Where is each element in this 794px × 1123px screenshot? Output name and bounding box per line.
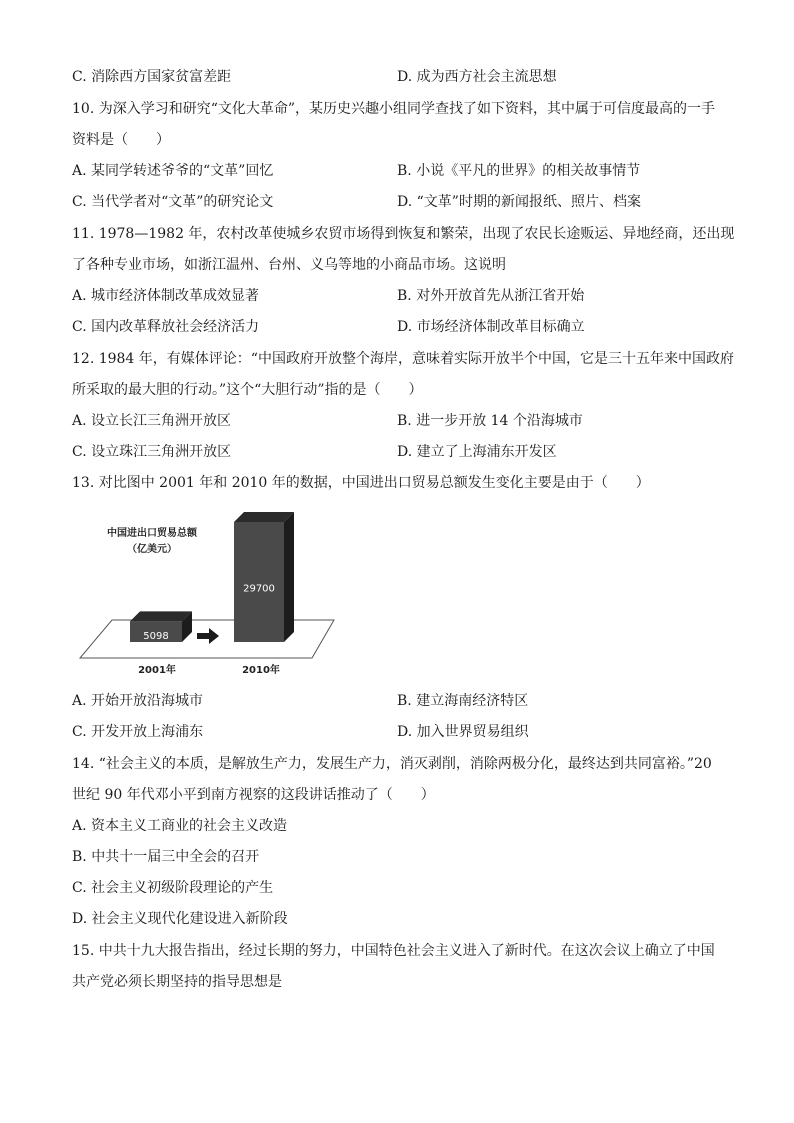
q14-option-a: A. 资本主义工商业的社会主义改造 bbox=[72, 818, 288, 834]
q14-option-d: D. 社会主义现代化建设进入新阶段 bbox=[72, 911, 288, 927]
q12-stem-line2: 所采取的最大胆的行动。”这个“大胆行动”指的是（ ） bbox=[72, 382, 423, 398]
q14-option-c: C. 社会主义初级阶段理论的产生 bbox=[72, 880, 274, 896]
chart-subtitle: （亿美元） bbox=[127, 544, 177, 555]
q10-stem-line1: 10. 为深入学习和研究“文化大革命”，某历史兴趣小组同学查找了如下资料，其中属于可信度最高的一手 bbox=[72, 101, 716, 117]
bar-data-label-1: 29700 bbox=[243, 583, 275, 595]
bar-side-1 bbox=[284, 512, 294, 642]
q14-stem-line1: 14. “社会主义的本质，是解放生产力，发展生产力，消灭剥削，消除两极分化，最终达到共同富裕。”20 bbox=[72, 756, 712, 772]
bar-top-1 bbox=[234, 512, 294, 522]
q10-option-c: C. 当代学者对“文革”的研究论文 bbox=[72, 194, 274, 210]
x-tick-label-2010: 2010年 bbox=[242, 665, 280, 676]
q12-option-d: D. 建立了上海浦东开发区 bbox=[397, 444, 557, 460]
q12-option-b: B. 进一步开放 14 个沿海城市 bbox=[397, 413, 583, 429]
q12-option-c: C. 设立珠江三角洲开放区 bbox=[72, 444, 232, 460]
q10-stem-line2: 资料是（ ） bbox=[72, 132, 170, 148]
trade-total-bar-chart bbox=[72, 512, 342, 682]
q10-option-a: A. 某同学转述爷爷的“文革”回忆 bbox=[72, 163, 274, 179]
bar-data-label-0: 5098 bbox=[143, 631, 169, 642]
chart-title: 中国进出口贸易总额 bbox=[107, 528, 197, 539]
q15-stem-line2: 共产党必须长期坚持的指导思想是 bbox=[72, 974, 282, 990]
q9-option-d: D. 成为西方社会主流思想 bbox=[397, 69, 557, 85]
arrow-icon bbox=[197, 628, 219, 644]
q12-stem-line1: 12. 1984 年，有媒体评论：“中国政府开放整个海岸，意味着实际开放半个中国，它是三十五年来中国政府 bbox=[72, 351, 734, 367]
bar-top-0 bbox=[130, 611, 192, 621]
q14-stem-line2: 世纪 90 年代邓小平到南方视察的这段讲话推动了（ ） bbox=[72, 787, 435, 803]
q12-option-a: A. 设立长江三角洲开放区 bbox=[72, 413, 232, 429]
q11-stem-line2: 了各种专业市场，如浙江温州、台州、义乌等地的小商品市场。这说明 bbox=[72, 257, 506, 273]
q10-option-d: D. “文革”时期的新闻报纸、照片、档案 bbox=[397, 194, 641, 210]
q11-stem-line1: 11. 1978—1982 年，农村改革使城乡农贸市场得到恢复和繁荣，出现了农民长途贩运、异地经商，还出现 bbox=[72, 226, 735, 242]
q14-option-b: B. 中共十一届三中全会的召开 bbox=[72, 849, 260, 865]
q13-option-a: A. 开始开放沿海城市 bbox=[72, 693, 204, 709]
q13-option-c: C. 开发开放上海浦东 bbox=[72, 724, 204, 740]
bar-front-1 bbox=[234, 522, 284, 642]
q13-stem: 13. 对比图中 2001 年和 2010 年的数据，中国进出口贸易总额发生变化主要是由于（ ） bbox=[72, 475, 650, 491]
x-tick-label-2001: 2001年 bbox=[138, 665, 176, 676]
q11-option-c: C. 国内改革释放社会经济活力 bbox=[72, 319, 260, 335]
q15-stem-line1: 15. 中共十九大报告指出，经过长期的努力，中国特色社会主义进入了新时代。在这次会议上确立了中国 bbox=[72, 943, 715, 959]
q11-option-d: D. 市场经济体制改革目标确立 bbox=[397, 319, 585, 335]
q13-option-d: D. 加入世界贸易组织 bbox=[397, 724, 529, 740]
q10-option-b: B. 小说《平凡的世界》的相关故事情节 bbox=[397, 163, 641, 179]
q9-option-c: C. 消除西方国家贫富差距 bbox=[72, 69, 232, 85]
q11-option-b: B. 对外开放首先从浙江省开始 bbox=[397, 288, 585, 304]
q13-option-b: B. 建立海南经济特区 bbox=[397, 693, 529, 709]
q11-option-a: A. 城市经济体制改革成效显著 bbox=[72, 288, 260, 304]
